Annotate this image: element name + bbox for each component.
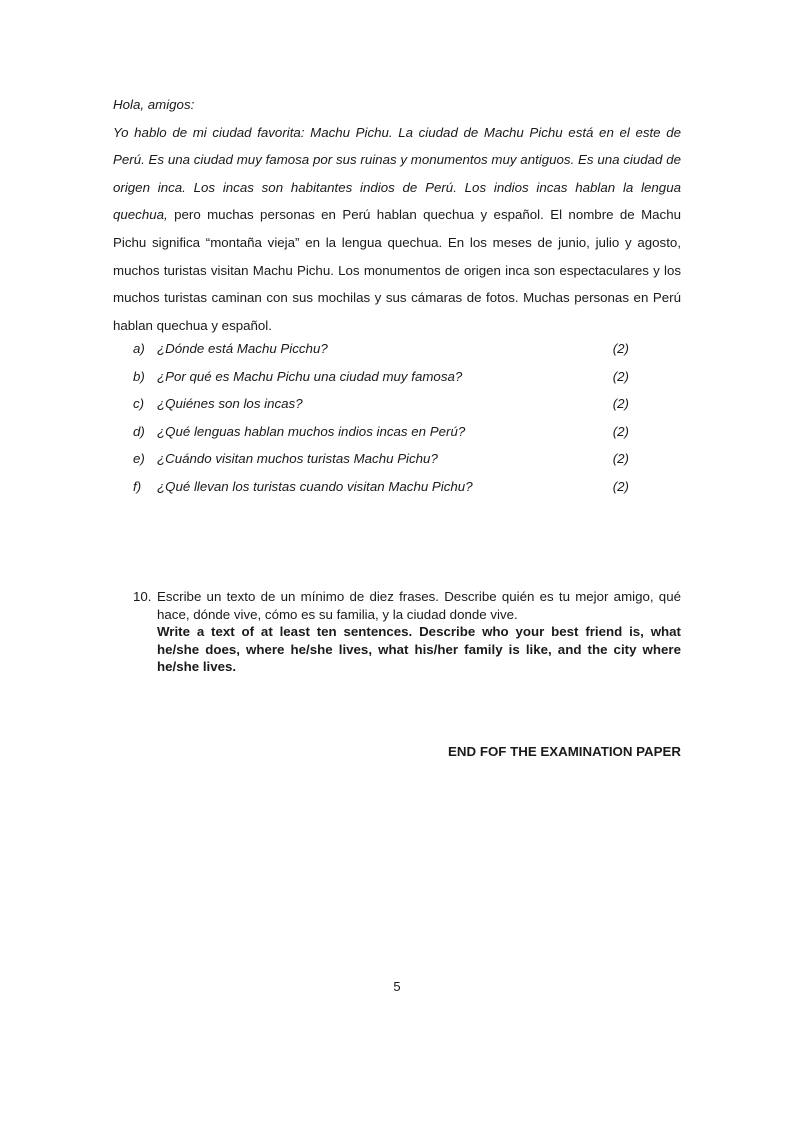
question-text: ¿Quiénes son los incas?: [157, 396, 303, 411]
question-letter: b): [133, 368, 145, 384]
question-item: [133, 369, 629, 389]
question-points: (2): [612, 368, 629, 384]
question-text: ¿Qué llevan los turistas cuando visitan Machu Pichu?: [157, 478, 473, 494]
question-letter: d): [133, 423, 145, 439]
task-english: Write a text of at least ten sentences. Describe who your best friend is, what he/she does, where he/she lives, what his/her family is like, and the city where he/she lives.: [157, 624, 681, 674]
question-letter: c): [133, 396, 145, 411]
question-text: ¿Dónde está Machu Picchu?: [157, 341, 328, 356]
task-spanish: Escribe un texto de un mínimo de diez frases. Describe quién es tu mejor amigo, qué hace, dónde vive, cómo es su familia, y la ciudad donde vive.: [157, 589, 681, 622]
question-item: [133, 424, 629, 444]
passage-italic: Yo hablo de mi ciudad favorita: Machu Pichu. La ciudad de Machu Pichu está en el este de Perú. Es una ciudad muy famosa por sus ruinas y monumentos muy antiguos. Es una ciudad de origen inca. Los incas son habitantes indios de Perú. Los indios incas hablan la lengua quechua,: [113, 124, 681, 223]
page-number: 5: [393, 979, 401, 994]
question-text: ¿Cuándo visitan muchos turistas Machu Pichu?: [157, 451, 438, 466]
question-letter: a): [133, 341, 145, 356]
question-points: (2): [612, 478, 629, 494]
question-points: (2): [612, 451, 629, 466]
greeting: Hola, amigos:: [113, 97, 195, 112]
question-letter: e): [133, 451, 145, 466]
question-text: ¿Por qué es Machu Pichu una ciudad muy famosa?: [157, 368, 463, 384]
reading-passage: [113, 91, 681, 339]
question-text: ¿Qué lenguas hablan muchos indios incas en Perú?: [157, 423, 466, 439]
passage-regular: pero muchas personas en Perú hablan quechua y español. El nombre de Machu Pichu significa “montaña vieja” en la lengua quechua. En los meses de junio, julio y agosto, muchos turistas visitan Machu Pichu. Los monumentos de origen inca son espectaculares y los muchos turistas caminan con sus mochilas y sus cámaras de fotos. Muchas personas en Perú hablan quechua y español.: [113, 207, 681, 333]
question-points: (2): [612, 396, 629, 411]
task-10: [133, 588, 681, 676]
question-letter: f): [133, 478, 142, 494]
task-number: 10.: [133, 589, 152, 604]
question-item: [133, 451, 629, 471]
question-item: [133, 341, 629, 361]
question-points: (2): [612, 341, 629, 356]
end-of-paper: END FOF THE EXAMINATION PAPER: [448, 744, 681, 759]
question-item: [133, 396, 629, 416]
question-item: [133, 479, 629, 499]
question-points: (2): [612, 423, 629, 439]
